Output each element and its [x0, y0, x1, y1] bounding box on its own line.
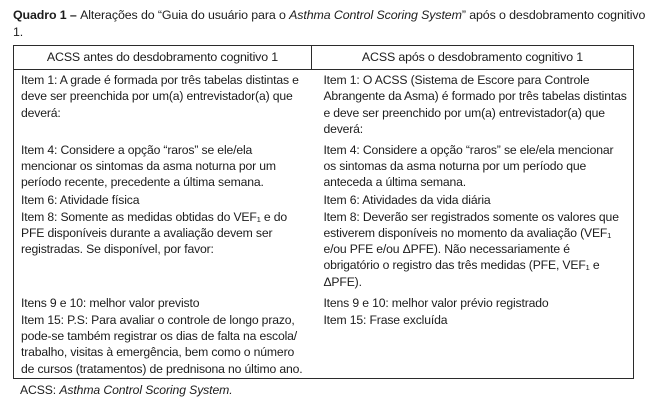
footnote-abbreviation: ACSS: — [20, 382, 60, 397]
table-row-itens9-10 — [14, 295, 634, 312]
cell-item8-after: Item 8: Deverão ser registrados somente os valores que estiverem disponíveis no momento da avaliação (VEF₁ e/ou PFE e/ou ΔPFE). Não necessariamente é obrigatório o registro das três medidas (PFE, VEF₁ e ΔPFE). — [323, 209, 619, 289]
caption-label: Quadro 1 – — [13, 8, 81, 22]
cell-item6-after: Item 6: Atividades da vida diária — [323, 192, 491, 207]
caption-text-italic: Asthma Control Scoring System — [289, 8, 462, 22]
cell-item1-before: Item 1: A grade é formada por três tabelas distintas e deve ser preenchida por um(a) entrevistador(a) que deverá: — [21, 73, 299, 120]
cell-item1-after: Item 1: O ACSS (Sistema de Escore para Controle Abrangente da Asma) é formado por três tabelas distintas e deve ser preenchido por um(a) entrevistador(a) que deverá: — [323, 73, 627, 136]
cell-item6-before: Item 6: Atividade física — [21, 192, 140, 207]
table-row-item15 — [14, 312, 634, 378]
table-footnote — [13, 382, 648, 398]
column-header-after: ACSS após o desdobramento cognitivo 1 — [311, 46, 633, 70]
cell-itens9-10-after: Itens 9 e 10: melhor valor prévio registrado — [323, 295, 549, 310]
table-row-item6 — [14, 192, 634, 209]
footnote-expansion-italic: Asthma Control Scoring System. — [59, 382, 233, 397]
caption-text-pre: Alterações do “Guia do usuário para o — [80, 8, 290, 22]
table-body — [14, 70, 634, 379]
cell-itens9-10-before: Itens 9 e 10: melhor valor previsto — [21, 295, 200, 310]
column-header-before: ACSS antes do desdobramento cognitivo 1 — [14, 46, 312, 70]
caption-text-post: ” após o desdobramento cognitivo 1. — [13, 8, 646, 39]
table-header — [14, 46, 634, 70]
comparison-table — [13, 45, 634, 379]
table-row-item4 — [14, 142, 634, 192]
cell-item15-after: Item 15: Frase excluída — [323, 313, 448, 328]
cell-item4-after: Item 4: Considere a opção “raros” se ele/ela mencionar os sintomas da asma noturna por um período que anteceda a última semana. — [323, 143, 614, 190]
cell-item4-before: Item 4: Considere a opção “raros” se ele/ela mencionar os sintomas da asma noturna por um período recente, precedente a última semana. — [21, 143, 276, 190]
table-row-item8 — [14, 209, 634, 295]
cell-item15-before: Item 15: P.S: Para avaliar o controle de longo prazo, pode-se também registrar os dias de falta na escola/ trabalho, visitas à emergência, bem como o número de cursos (tratamentos) de prednisona no último ano. — [21, 313, 303, 376]
table-row-item1 — [14, 70, 634, 142]
cell-item8-before: Item 8: Somente as medidas obtidas do VEF₁ e do PFE disponíveis durante a avaliação devem ser registradas. Se disponível, por favor: — [21, 209, 288, 257]
table-caption — [13, 7, 648, 40]
